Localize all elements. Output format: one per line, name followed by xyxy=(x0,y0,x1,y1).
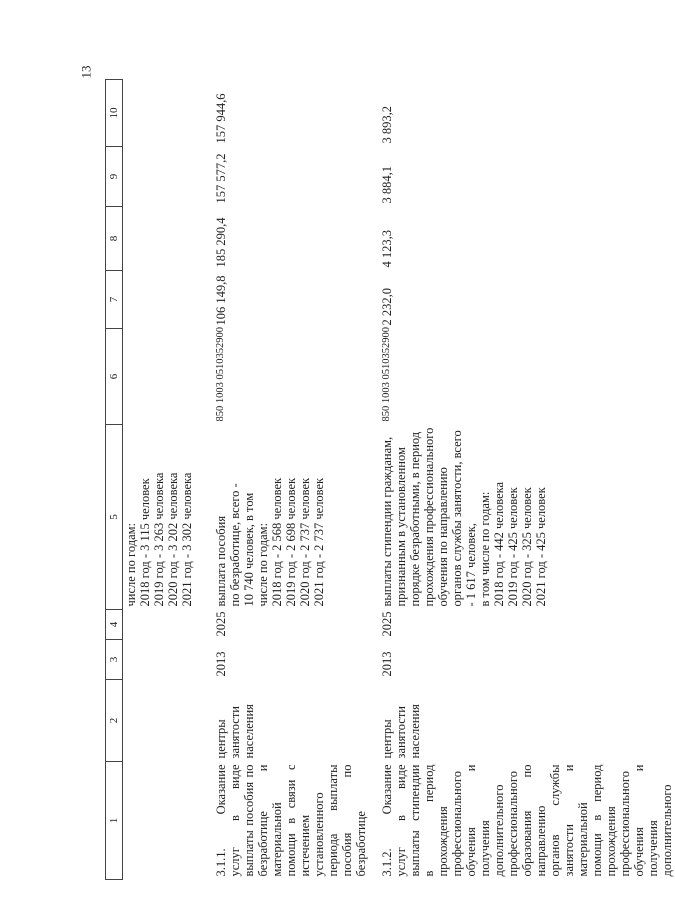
header-row xyxy=(106,80,123,880)
end-year: 2025 xyxy=(380,611,394,637)
continuation-row xyxy=(123,80,196,880)
col-num-8: 8 xyxy=(106,207,123,271)
measure-name: 3.1.1. Оказание услуг в виде выплаты пособия по безработице и материальной помощи в связи с истечением установленного периода выплаты пособия по безработице xyxy=(214,764,368,877)
col-num-2: 2 xyxy=(106,680,123,762)
table-row xyxy=(369,80,379,880)
result-description: выплаты стипендии гражданам, признанным в установленном порядке безработными, в период прохождения профессионального обучения по направлению органов службы занятости, всего - 1 617 человек, в том числе по годам: 2018 год - 442 человека 2019 год - 425 человек 2020 год - 325 человек 2021 год - 425 человек xyxy=(380,427,548,607)
col-num-5: 5 xyxy=(106,425,123,610)
continuation-years: числе по годам: 2018 год - 3 115 человек 2019 год - 3 263 человека 2020 год - 3 202 человека 2021 год - 3 302 человека xyxy=(124,472,194,607)
value-2020: 157 577,2 xyxy=(214,153,228,204)
table-row xyxy=(379,80,675,880)
rotated-table-sheet xyxy=(105,80,674,880)
col-num-6: 6 xyxy=(106,329,123,425)
value-2019: 185 290,4 xyxy=(214,217,228,268)
col-num-3: 3 xyxy=(106,640,123,680)
measure-name: 3.1.2. Оказание услуг в виде выплаты стипендии в период прохождения профессионального обучения и получения дополнительного профессионального образования по направлению органов службы занятости и материальной помощи в период прохождения профессионального обучения и получения дополнительного xyxy=(380,764,674,877)
budget-code: 850 1003 0510352900 xyxy=(215,327,226,422)
result-description: выплата пособия по безработице, всего - 10 740 человек, в том числе по годам: 2018 год - 2 568 человек 2019 год - 2 698 человек 2020 год - 2 737 человек 2021 год - 2 737 человек xyxy=(214,477,326,607)
value-2021: 157 944,6 xyxy=(214,93,228,144)
program-table xyxy=(105,79,675,880)
executor: центры занятости населения xyxy=(214,704,256,759)
col-num-1: 1 xyxy=(106,762,123,880)
col-num-7: 7 xyxy=(106,271,123,329)
col-num-9: 9 xyxy=(106,147,123,207)
page-number: 13 xyxy=(78,65,94,79)
end-year: 2025 xyxy=(214,611,228,637)
value-2018: 106 149,8 xyxy=(214,275,228,326)
value-2020: 3 884,1 xyxy=(380,166,394,204)
col-num-10: 10 xyxy=(106,80,123,147)
value-2018: 2 232,0 xyxy=(380,288,394,326)
value-2019: 4 123,3 xyxy=(380,230,394,268)
executor: центры занятости населения xyxy=(380,704,422,759)
col-num-4: 4 xyxy=(106,610,123,640)
start-year: 2013 xyxy=(380,651,394,677)
value-2021: 3 893,2 xyxy=(380,106,394,144)
table-row xyxy=(213,80,369,880)
table-row xyxy=(195,80,213,880)
start-year: 2013 xyxy=(214,651,228,677)
budget-code: 850 1003 0510352900 xyxy=(381,327,392,422)
